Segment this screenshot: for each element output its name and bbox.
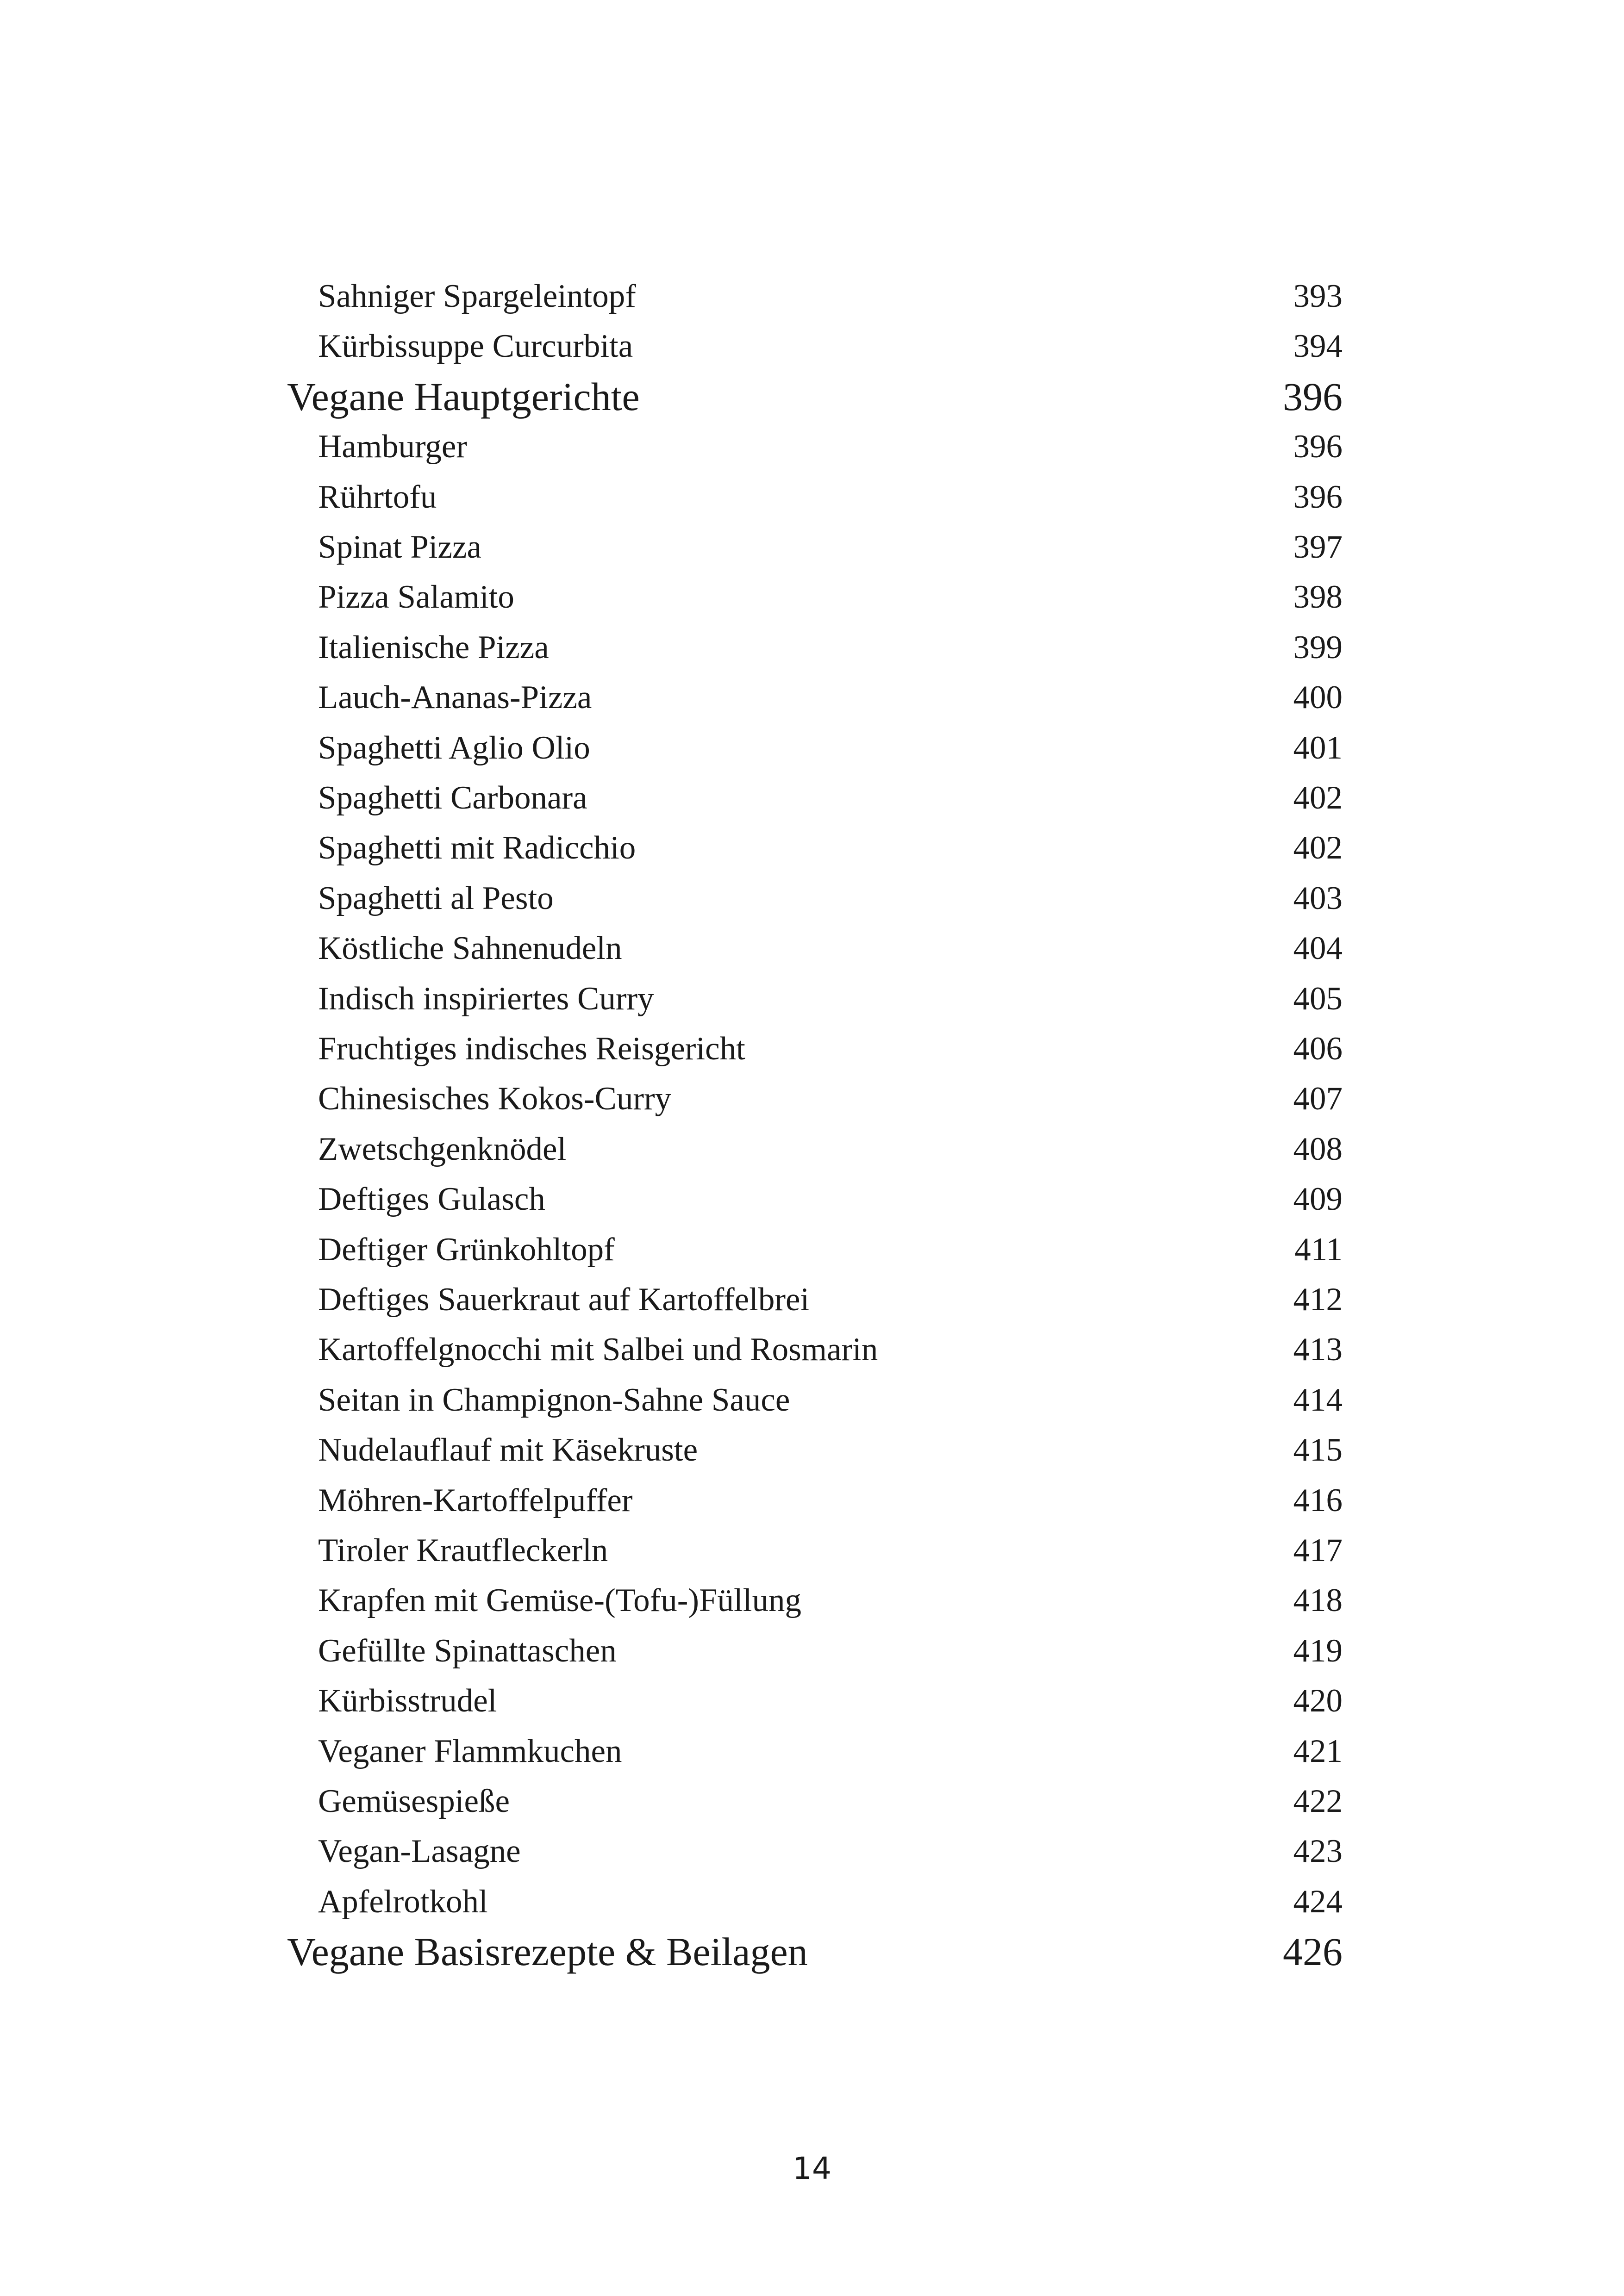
toc-entry-title: Apfelrotkohl bbox=[318, 1884, 488, 1920]
toc-entry bbox=[318, 925, 1343, 971]
toc-entry bbox=[318, 1076, 1343, 1122]
toc-section-heading bbox=[287, 1924, 1343, 1979]
toc-entry-title: Spaghetti Carbonara bbox=[318, 780, 587, 816]
page-number: 14 bbox=[793, 2151, 831, 2186]
toc-entry bbox=[318, 1678, 1343, 1724]
toc-entry-title: Spaghetti mit Radicchio bbox=[318, 830, 636, 866]
toc-entry-page: 420 bbox=[1293, 1683, 1343, 1719]
toc-section-heading bbox=[287, 369, 1343, 424]
toc-entry bbox=[318, 1427, 1343, 1473]
toc-entry-title: Köstliche Sahnenudeln bbox=[318, 930, 622, 966]
toc-section-page: 396 bbox=[1283, 374, 1343, 419]
toc-entry-page: 397 bbox=[1293, 529, 1343, 565]
toc-entry-title: Krapfen mit Gemüse-(Tofu-)Füllung bbox=[318, 1582, 801, 1618]
toc-entry-page: 418 bbox=[1293, 1582, 1343, 1618]
toc-entry bbox=[318, 1226, 1343, 1273]
toc-entry bbox=[318, 323, 1343, 369]
toc-entry-page: 400 bbox=[1293, 679, 1343, 716]
toc-entry-page: 402 bbox=[1293, 780, 1343, 816]
toc-entry bbox=[318, 1527, 1343, 1574]
toc-entry-title: Gefüllte Spinattaschen bbox=[318, 1633, 617, 1669]
toc-entry-page: 424 bbox=[1293, 1884, 1343, 1920]
toc-entry-title: Seitan in Champignon-Sahne Sauce bbox=[318, 1382, 790, 1418]
toc-entry bbox=[318, 976, 1343, 1022]
toc-entry-title: Deftiges Gulasch bbox=[318, 1181, 545, 1217]
toc-entry bbox=[318, 423, 1343, 470]
toc-entry bbox=[318, 825, 1343, 871]
toc-entry bbox=[318, 1577, 1343, 1624]
toc-entry bbox=[318, 574, 1343, 620]
toc-entry-page: 393 bbox=[1293, 278, 1343, 314]
toc-entry-page: 416 bbox=[1293, 1482, 1343, 1518]
toc-entry bbox=[318, 1628, 1343, 1674]
toc-entry bbox=[318, 273, 1343, 319]
toc-entry-page: 409 bbox=[1293, 1181, 1343, 1217]
toc-entry-page: 415 bbox=[1293, 1432, 1343, 1468]
toc-entry-title: Veganer Flammkuchen bbox=[318, 1733, 622, 1769]
toc-entry bbox=[318, 1879, 1343, 1925]
toc-entry-page: 412 bbox=[1293, 1282, 1343, 1318]
toc-entry-title: Gemüsespieße bbox=[318, 1783, 510, 1819]
toc-entry-title: Möhren-Kartoffelpuffer bbox=[318, 1482, 633, 1518]
toc-entry bbox=[318, 1176, 1343, 1222]
toc-entry-page: 414 bbox=[1293, 1382, 1343, 1418]
toc-entry-page: 406 bbox=[1293, 1031, 1343, 1067]
toc-entry-page: 419 bbox=[1293, 1633, 1343, 1669]
toc-entry bbox=[318, 524, 1343, 570]
toc-entry-page: 401 bbox=[1293, 730, 1343, 766]
toc-entry bbox=[318, 1326, 1343, 1373]
toc-entry bbox=[318, 775, 1343, 821]
toc-entry-page: 417 bbox=[1293, 1532, 1343, 1568]
toc-entry bbox=[318, 1728, 1343, 1774]
toc-entry-title: Hamburger bbox=[318, 429, 468, 465]
toc-entry-title: Italienische Pizza bbox=[318, 629, 549, 666]
toc-entry-title: Indisch inspiriertes Curry bbox=[318, 981, 654, 1017]
toc-entry-title: Zwetschgenknödel bbox=[318, 1131, 567, 1167]
toc-entry-title: Lauch-Ananas-Pizza bbox=[318, 679, 592, 716]
toc-entry-page: 408 bbox=[1293, 1131, 1343, 1167]
toc-entry bbox=[318, 1778, 1343, 1824]
toc-entry-title: Spaghetti Aglio Olio bbox=[318, 730, 590, 766]
toc-entry-page: 405 bbox=[1293, 981, 1343, 1017]
toc-section-title: Vegane Hauptgerichte bbox=[287, 374, 640, 419]
toc-entry bbox=[318, 474, 1343, 520]
toc-section-title: Vegane Basisrezepte & Beilagen bbox=[287, 1929, 808, 1974]
toc-entry-title: Rührtofu bbox=[318, 479, 437, 515]
toc-entry-title: Spaghetti al Pesto bbox=[318, 880, 554, 916]
toc-entry-title: Nudelauflauf mit Käsekruste bbox=[318, 1432, 698, 1468]
toc-entry-title: Deftiger Grünkohltopf bbox=[318, 1232, 615, 1268]
toc-entry bbox=[318, 875, 1343, 921]
toc-entry-page: 403 bbox=[1293, 880, 1343, 916]
toc-entry-title: Chinesisches Kokos-Curry bbox=[318, 1081, 672, 1117]
toc-entry-title: Vegan-Lasagne bbox=[318, 1833, 521, 1869]
toc-entry-title: Pizza Salamito bbox=[318, 579, 514, 615]
toc-entry-title: Tiroler Krautfleckerln bbox=[318, 1532, 608, 1568]
toc-entry bbox=[318, 725, 1343, 771]
toc-entry-title: Spinat Pizza bbox=[318, 529, 481, 565]
toc-entry bbox=[318, 1477, 1343, 1524]
toc-entry-page: 396 bbox=[1293, 429, 1343, 465]
toc-entry-page: 402 bbox=[1293, 830, 1343, 866]
toc-entry bbox=[318, 674, 1343, 721]
toc-entry-page: 411 bbox=[1294, 1232, 1343, 1268]
toc-entry-page: 396 bbox=[1293, 479, 1343, 515]
toc-entry-title: Kürbissuppe Curcurbita bbox=[318, 328, 633, 364]
toc-entry-page: 407 bbox=[1293, 1081, 1343, 1117]
toc-entry-page: 404 bbox=[1293, 930, 1343, 966]
toc-entry-page: 421 bbox=[1293, 1733, 1343, 1769]
toc-section-page: 426 bbox=[1283, 1929, 1343, 1974]
toc-entry-title: Sahniger Spargeleintopf bbox=[318, 278, 636, 314]
toc-entry bbox=[318, 624, 1343, 671]
toc-entry-page: 422 bbox=[1293, 1783, 1343, 1819]
toc-entry-title: Fruchtiges indisches Reisgericht bbox=[318, 1031, 745, 1067]
toc-entry-title: Kartoffelgnocchi mit Salbei und Rosmarin bbox=[318, 1332, 878, 1368]
toc-entry bbox=[318, 1026, 1343, 1072]
toc-entry-page: 394 bbox=[1293, 328, 1343, 364]
toc-entry-page: 399 bbox=[1293, 629, 1343, 666]
toc-entry-page: 398 bbox=[1293, 579, 1343, 615]
toc-entry bbox=[318, 1828, 1343, 1874]
toc-entry-page: 413 bbox=[1293, 1332, 1343, 1368]
toc-entry-title: Deftiges Sauerkraut auf Kartoffelbrei bbox=[318, 1282, 810, 1318]
toc-entry-page: 423 bbox=[1293, 1833, 1343, 1869]
toc-entry bbox=[318, 1126, 1343, 1172]
toc-entry-title: Kürbisstrudel bbox=[318, 1683, 497, 1719]
toc-entry bbox=[318, 1276, 1343, 1323]
toc-entry bbox=[318, 1377, 1343, 1423]
